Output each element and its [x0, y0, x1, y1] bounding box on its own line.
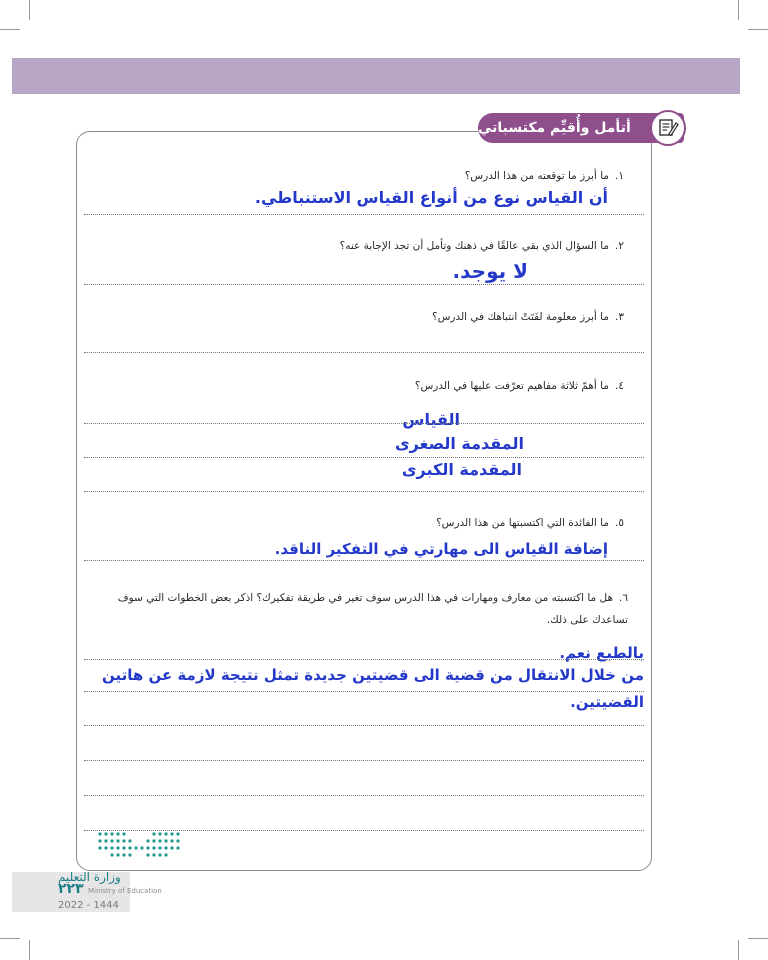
answer-2: لا يوجد.	[452, 259, 528, 283]
crop-mark	[748, 938, 768, 939]
answer-line	[84, 659, 644, 660]
answer-4-concept-3: المقدمة الكبرى	[401, 460, 522, 479]
crop-mark	[0, 29, 20, 30]
question-text: ما أهمّ ثلاثة مفاهيم تعرّفت عليها في الدرس؟	[414, 380, 610, 392]
answer-line	[84, 725, 644, 726]
answer-line	[84, 352, 644, 353]
crop-mark	[738, 940, 739, 960]
section-title-text: أتأمل وأُقيِّم مكتسباتي	[478, 120, 631, 136]
edition-year: 2022 - 1444	[58, 900, 119, 911]
question-text: ما أبرز معلومة لفَتَتْ انتباهك في الدرس؟	[432, 311, 610, 323]
answer-line	[84, 214, 644, 215]
answer-line	[84, 795, 644, 796]
question-number: ٥.	[615, 517, 624, 529]
ministry-logo-icon	[94, 828, 184, 862]
question-number: ٤.	[615, 380, 624, 392]
question-1	[465, 170, 624, 182]
answer-5: إضافة القياس الى مهارتي في التفكير الناقد.	[274, 540, 608, 558]
page-number: ٢٢٣	[58, 881, 84, 897]
answer-6-line-2: من خلال الانتقال من قضية الى قضيتين جديدة تمثل نتيجة لازمة عن هاتين	[101, 666, 644, 684]
question-4	[415, 380, 624, 392]
question-text: هل ما اكتسبته من معارف ومهارات في هذا الدرس سوف تغير في طريقة تفكيرك؟ اذكر بعض الخطوات التي سوف تساعدك على ذلك.	[117, 592, 628, 626]
ministry-name-en: Ministry of Education	[88, 887, 162, 895]
question-number: ٦.	[619, 592, 628, 604]
question-number: ١.	[615, 170, 624, 182]
answer-line	[84, 423, 644, 424]
answer-4-concept-2: المقدمة الصغرى	[394, 434, 524, 453]
question-6	[80, 587, 628, 631]
question-text: ما السؤال الذي بقي عالقًا في ذهنك وتأمل أن تجد الإجابة عنه؟	[339, 240, 610, 252]
answer-line	[84, 284, 644, 285]
question-5	[436, 517, 624, 529]
answer-4-concept-1: القياس	[402, 410, 460, 429]
crop-mark	[29, 940, 30, 960]
ministry-name: وزارة التعليم	[58, 870, 121, 884]
answer-line	[84, 491, 644, 492]
question-text: ما الفائدة التي اكتسبتها من هذا الدرس؟	[436, 517, 610, 529]
crop-mark	[748, 29, 768, 30]
question-text: ما أبرز ما توقعته من هذا الدرس؟	[464, 170, 610, 182]
answer-line	[84, 560, 644, 561]
crop-mark	[29, 0, 30, 20]
question-3	[432, 311, 624, 323]
question-number: ٣.	[615, 311, 624, 323]
question-2	[340, 240, 624, 252]
answer-1: أن القياس نوع من أنواع القياس الاستنباطي.	[254, 188, 608, 207]
answer-line	[84, 760, 644, 761]
answer-6-line-1: بالطبع نعم.	[559, 644, 644, 662]
answer-line	[84, 691, 644, 692]
answer-6-line-3: القضيتين.	[570, 693, 644, 711]
question-number: ٢.	[615, 240, 624, 252]
header-band	[12, 58, 740, 94]
crop-mark	[738, 0, 739, 20]
crop-mark	[0, 938, 20, 939]
edit-note-icon	[650, 110, 686, 146]
answer-line	[84, 457, 644, 458]
